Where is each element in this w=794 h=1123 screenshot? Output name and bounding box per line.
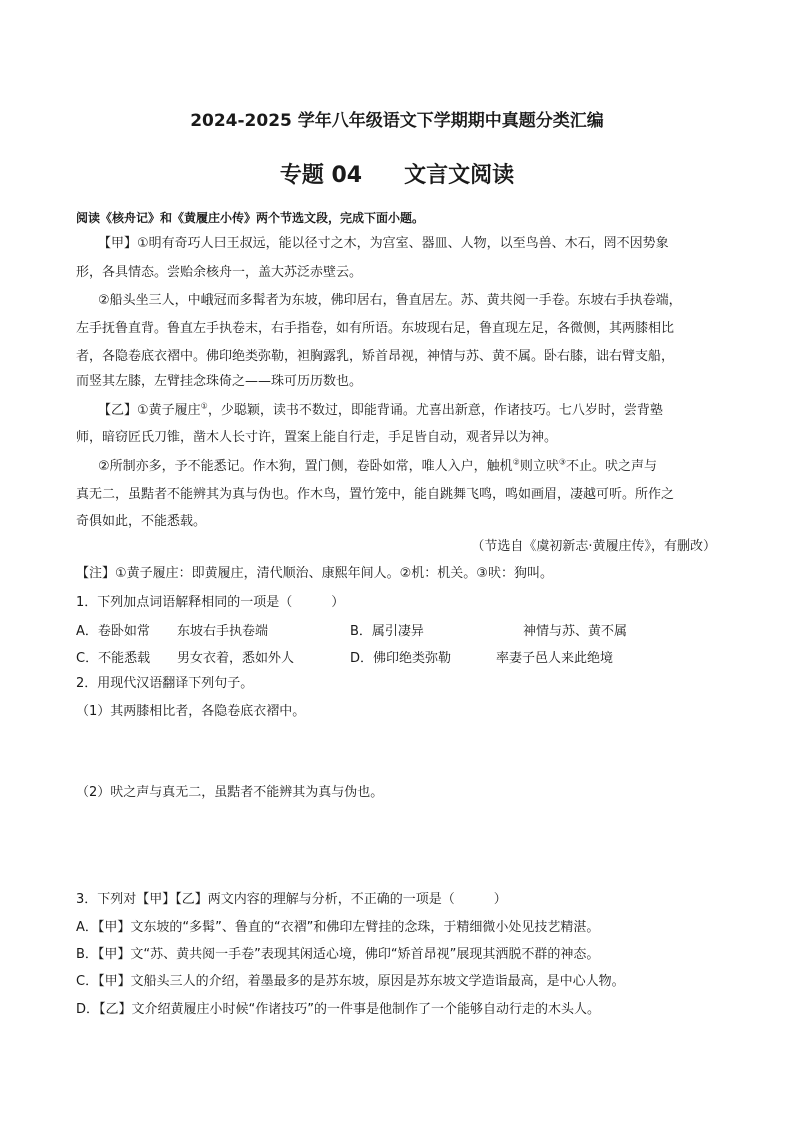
yi-p2-line1 <box>98 458 657 476</box>
q1-option-c-compare: 男女衣着，悉如外人 <box>177 651 295 666</box>
option-word: 佛印绝类弥勒 <box>373 651 452 666</box>
yi-p1-text-a: 【乙】①黄子履庄 <box>98 403 201 418</box>
instructions: 阅读《核舟记》和《黄履庄小传》两个节选文段，完成下面小题。 <box>76 211 425 225</box>
yi-p2-line2: 真无二，虽黠者不能辨其为真与伪也。作木鸟，置竹笼中，能自跳舞飞鸣，鸣如画眉，凄越可听。所作之 <box>76 487 675 502</box>
yi-p1-line1 <box>98 402 663 420</box>
yi-p2-line3: 奇俱如此，不能悉载。 <box>76 514 207 529</box>
jia-p1-line1: 【甲】①明有奇巧人曰王叔远，能以径寸之木，为宫室、器皿、人物，以至鸟兽、木石，罔不因势象 <box>98 236 669 251</box>
jia-p2-line4: 而竖其左膝，左臂挂念珠倚之——珠可历历数也。 <box>76 374 363 389</box>
yi-p1-line2: 师，暗窃匠氏刀锥，凿木人长寸许，置案上能自行走，手足皆自动，观者异以为神。 <box>76 430 558 445</box>
q1-option-c <box>76 647 150 666</box>
q3-option-b: B．【甲】文“苏、黄共阅一手卷”表现其闲适心境，佛印“矫首昂视”展现其洒脱不群的神态。 <box>76 947 600 962</box>
footnote-mark: ① <box>200 401 208 411</box>
footnotes: 【注】①黄子履庄：即黄履庄，清代顺治、康熙年间人。②机：机关。③吠：狗叫。 <box>76 566 553 581</box>
option-label: B． <box>350 624 372 639</box>
yi-p1-text-b: ，少聪颖，读书不数过，即能背诵。尤喜出新意，作诸技巧。七八岁时，尝背塾 <box>207 403 663 418</box>
option-word: 属引凄异 <box>371 624 424 639</box>
q3-stem: 3．下列对【甲】【乙】两文内容的理解与分析，不正确的一项是（ ） <box>76 892 507 907</box>
footnote-mark: ② <box>512 457 520 467</box>
yi-p2-text-a: ②所制亦多，予不能悉记。作木狗，置门侧，卷卧如常，唯人入户，触机 <box>98 459 513 474</box>
q1-option-b-compare: 神情与苏、黄不属 <box>523 624 628 639</box>
q1-stem: 1．下列加点词语解释相同的一项是（ ） <box>76 595 345 610</box>
q2-sentence-2: （2）吠之声与真无二，虽黠者不能辨其为真与伪也。 <box>76 785 384 800</box>
jia-p2-line2: 左手抚鲁直背。鲁直左手执卷末，右手指卷，如有所语。东坡现右足，鲁直现左足，各微侧，其两膝相比 <box>76 321 675 336</box>
yi-p2-text-b: 则立吠 <box>519 459 559 474</box>
q1-option-d <box>350 647 451 666</box>
q2-stem: 2．用现代汉语翻译下列句子。 <box>76 676 254 691</box>
topic-heading <box>0 158 794 189</box>
yi-p2-text-c: 不止。吠之声与 <box>566 459 658 474</box>
option-label: C． <box>76 651 99 666</box>
footnote-mark: ③ <box>558 457 567 467</box>
q1-option-b <box>350 620 424 639</box>
jia-p2-line3: 者，各隐卷底衣褶中。佛印绝类弥勒，袒胸露乳，矫首昂视，神情与苏、黄不属。卧右膝，诎右臂支船， <box>76 349 675 364</box>
option-word: 不能悉载 <box>98 651 151 666</box>
q1-option-d-compare: 率妻子邑人来此绝境 <box>496 651 614 666</box>
source-citation: （节选自《虞初新志·黄履庄传》，有删改） <box>471 539 716 554</box>
option-word: 卷卧如常 <box>97 624 150 639</box>
option-label: D． <box>350 651 374 666</box>
q3-option-c: C．【甲】文船头三人的介绍，着墨最多的是苏东坡，原因是苏东坡文学造诣最高，是中心人物。 <box>76 974 625 989</box>
topic-number: 专题 04 <box>279 163 363 188</box>
q2-sentence-1: （1）其两膝相比者，各隐卷底衣褶中。 <box>76 704 306 719</box>
jia-p1-line2: 形，各具情态。尝贻余核舟一，盖大苏泛赤壁云。 <box>76 265 363 280</box>
q1-option-a-compare: 东坡右手执卷端 <box>177 624 269 639</box>
option-label: A． <box>76 624 98 639</box>
jia-p2-line1: ②船头坐三人，中峨冠而多髯者为东坡，佛印居右，鲁直居左。苏、黄共阅一手卷。东坡右手执卷端， <box>98 293 682 308</box>
topic-name: 文言文阅读 <box>404 163 515 188</box>
q3-option-d: D．【乙】文介绍黄履庄小时候“作诸技巧”的一件事是他制作了一个能够自动行走的木头人。 <box>76 1002 600 1017</box>
document-title: 2024-2025 学年八年级语文下学期期中真题分类汇编 <box>190 111 604 131</box>
q3-option-a: A．【甲】文东坡的“多髯”、鲁直的“衣褶”和佛印左臂挂的念珠，于精细微小处见技艺精湛。 <box>76 920 600 935</box>
q1-option-a <box>76 620 150 639</box>
